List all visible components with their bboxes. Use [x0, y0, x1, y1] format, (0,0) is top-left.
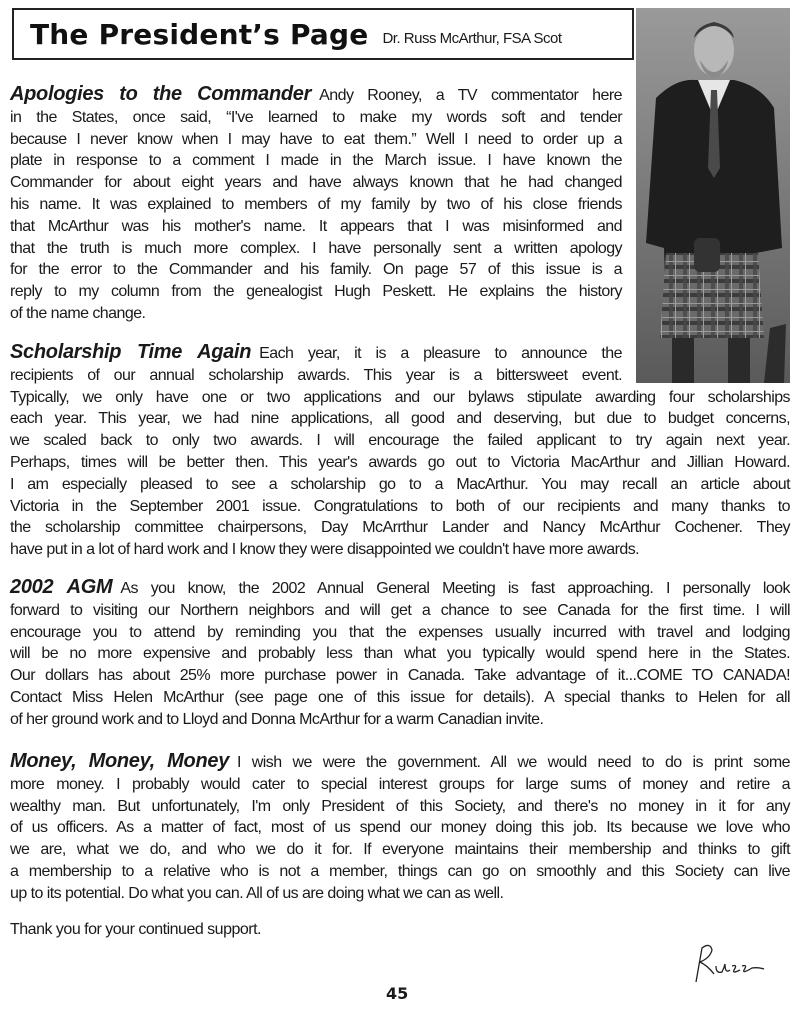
- signature: [688, 940, 768, 985]
- line-text: we scaled back to only two awards. I will encourage the failed applicant to try again next year.: [10, 432, 790, 450]
- line-text: Typically, we only have one or two applications and our bylaws stipulate awarding four scholarships: [10, 388, 790, 406]
- line-text: each year. This year, we had nine applications, all good and deserving, but due to budget concerns,: [10, 410, 790, 428]
- line-text: of the name change.: [10, 304, 146, 322]
- line-text: Contact Miss Helen McArthur (see page one of this issue for details). A special thanks to Helen for all: [10, 688, 790, 706]
- line-text: a membership to a relative who is not a member, things can go on smoothly and this Society can live: [10, 862, 790, 880]
- line-text: in the States, once said, “I've learned to make my words soft and tender: [10, 108, 622, 126]
- line-text: his name. It was explained to members of my family by two of his close friends: [10, 195, 622, 213]
- text-line: [10, 107, 622, 129]
- text-line: [10, 408, 790, 430]
- line-text: have put in a lot of hard work and I know they were disappointed we couldn't have more awards.: [10, 541, 640, 559]
- line-text: Each year, it is a pleasure to announce the: [259, 345, 622, 362]
- text-line: [10, 474, 790, 496]
- title-box: [12, 8, 634, 60]
- text-line: [10, 622, 790, 644]
- line-text: Our dollars has about 25% more purchase power in Canada. Take advantage of it...COME TO CANADA!: [10, 667, 790, 685]
- text-line: [10, 517, 790, 539]
- section-heading: Apologies to the Commander: [10, 83, 312, 105]
- text-line: [10, 259, 622, 281]
- line-text: will be no more expensive and probably less than what you typically would spend here in the States.: [10, 645, 790, 663]
- text-line: [10, 150, 622, 172]
- line-text: we are, what we do, and who we do it for. If everyone maintains their membership and thinks to gift: [10, 841, 790, 859]
- article-section: [10, 84, 622, 325]
- text-line: [10, 687, 790, 709]
- section-heading: Scholarship Time Again: [10, 341, 252, 363]
- line-text: wealthy man. But unfortunately, I'm only President of this Society, and there's no money in it for any: [10, 797, 790, 815]
- text-line: [10, 577, 790, 600]
- text-line: [10, 172, 622, 194]
- line-text: that McArthur was his mother's name. It appears that I was misinformed and: [10, 217, 622, 235]
- line-text: recipients of our annual scholarship awards. This year is a bittersweet event.: [10, 366, 622, 384]
- line-text: Commander for about eight years and have always known that he had changed: [10, 174, 622, 192]
- line-text: of her ground work and to Lloyd and Donna McArthur for a warm Canadian invite.: [10, 710, 544, 728]
- line-text: I am especially pleased to see a scholarship go to a MacArthur. You may recall an article about: [10, 475, 790, 493]
- page-title: The President’s Page: [30, 17, 369, 51]
- page-number: 45: [386, 984, 409, 1003]
- text-line: [10, 796, 790, 818]
- text-line: [10, 281, 622, 303]
- text-line: [10, 839, 790, 861]
- text-line: [10, 643, 790, 665]
- text-line: [10, 817, 790, 839]
- line-text: I wish we were the government. All we would need to do is print some: [237, 754, 791, 771]
- line-text: of us officers. As a matter of fact, most of us spend our money doing this job. Its because we love who: [10, 819, 790, 837]
- text-line: [10, 216, 622, 238]
- text-line: [10, 861, 790, 883]
- line-text: plate in response to a comment I made in the March issue. I have known the: [10, 152, 622, 170]
- text-line: [10, 238, 622, 260]
- line-text: Perhaps, times will be better then. This year's awards go out to Victoria MacArthur and Jillian Howard.: [10, 453, 790, 471]
- text-line: [10, 303, 622, 325]
- author-byline: Dr. Russ McArthur, FSA Scot: [382, 29, 562, 47]
- article-section: [10, 342, 790, 561]
- president-photo: [636, 8, 790, 383]
- line-text: more money. I probably would cater to special interest groups for large sums of money and retire a: [10, 775, 790, 793]
- text-line: [10, 600, 790, 622]
- text-line: [10, 387, 790, 409]
- text-line: [10, 774, 790, 796]
- text-line: [10, 496, 790, 518]
- line-text: forward to visiting our Northern neighbors and will get a chance to see Canada for the first time. I will: [10, 601, 790, 619]
- line-text: encourage you to attend by reminding you that the expenses usually incurred with travel and lodging: [10, 623, 790, 641]
- text-line: [10, 129, 622, 151]
- text-line: [10, 665, 790, 687]
- line-text: the scholarship committee chairpersons, Day McArrthur Lander and Nancy McArthur Cochener. They: [10, 519, 790, 537]
- closing-text: Thank you for your continued support.: [10, 921, 261, 938]
- line-text: As you know, the 2002 Annual General Meeting is fast approaching. I personally look: [120, 580, 790, 597]
- text-line: [10, 194, 622, 216]
- line-text: that the truth is much more complex. I have personally sent a written apology: [10, 239, 622, 257]
- line-text: reply to my column from the genealogist Hugh Peskett. He explains the history: [10, 283, 622, 301]
- text-line: [10, 883, 790, 905]
- text-line: [10, 709, 790, 731]
- article-section: [10, 577, 790, 731]
- text-line: [10, 342, 622, 365]
- text-line: [10, 751, 790, 774]
- text-line: [10, 430, 790, 452]
- line-text: up to its potential. Do what you can. All of us are doing what we can as well.: [10, 884, 504, 902]
- line-text: for the error to the Commander and his family. On page 57 of this issue is a: [10, 261, 622, 279]
- text-line: [10, 452, 790, 474]
- article-section: [10, 751, 790, 905]
- text-line: [10, 365, 622, 387]
- text-line: [10, 84, 622, 107]
- section-heading: Money, Money, Money: [10, 750, 230, 772]
- line-text: because I never know when I may have to eat them.” Well I need to order up a: [10, 130, 622, 148]
- text-line: [10, 539, 790, 561]
- section-heading: 2002 AGM: [10, 576, 113, 598]
- line-text: Andy Rooney, a TV commentator here: [319, 87, 622, 104]
- line-text: Victoria in the September 2001 issue. Congratulations to both of our recipients and many thanks to: [10, 497, 790, 515]
